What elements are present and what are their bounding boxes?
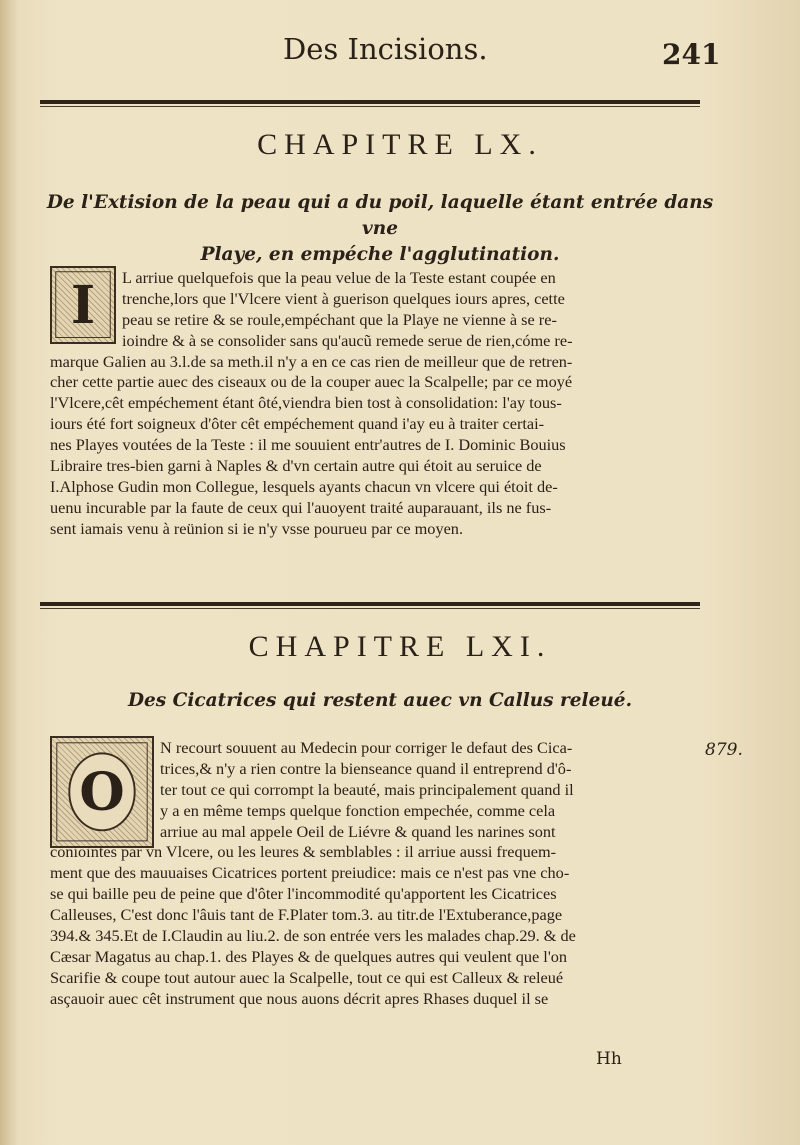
text-line: uenu incurable par la faute de ceux qui l'auoyent traité auparauant, ils ne fus- bbox=[50, 497, 552, 517]
header-rule bbox=[40, 98, 700, 108]
text-line: cher cette partie auec des ciseaux ou de la couper auec la Scalpelle; par ce moyé bbox=[50, 372, 573, 392]
subtitle-line: Playe, en empéche l'agglutination. bbox=[200, 244, 560, 265]
text-line: iours été fort soigneux d'ôter cêt empéchement quand i'ay eu à traiter certai- bbox=[50, 414, 545, 434]
margin-note: 879. bbox=[705, 740, 743, 760]
text-line: l'Vlcere,cêt empéchement étant ôté,viendra bien tost à consolidation: l'ay tous- bbox=[50, 393, 562, 413]
text-line: arriue au mal appele Oeil de Liévre & quand les narines sont bbox=[160, 821, 556, 841]
text-line: nes Playes voutées de la Teste : il me souuient entr'autres de I. Dominic Bouius bbox=[50, 435, 566, 455]
text-line: Cæsar Magatus au chap.1. des Playes & de quelques autres qui veulent que l'on bbox=[50, 946, 568, 966]
text-line: peau se retire & se roule,empéchant que la Playe ne vienne à se re- bbox=[122, 309, 557, 329]
drop-cap-letter: O bbox=[79, 761, 125, 823]
text-line: Libraire tres-bien garni à Naples & d'vn certain autre qui étoit au seruice de bbox=[50, 456, 542, 476]
page-number: 241 bbox=[662, 38, 721, 71]
text-line: I.Alphose Gudin mon Collegue, lesquels ayants chacun vn vlcere qui étoit de- bbox=[50, 476, 558, 496]
text-line: ioindre & à se consolider sans qu'aucũ remede serue de rien,cóme re- bbox=[122, 330, 573, 350]
chapter-60-title: CHAPITRE LX. bbox=[257, 128, 543, 161]
chapter-divider-rule bbox=[40, 600, 700, 610]
text-line: y a en même temps quelque fonction empechée, comme cela bbox=[160, 800, 556, 820]
drop-cap-letter: I bbox=[70, 274, 96, 336]
text-line: L arriue quelquefois que la peau velue de la Teste estant coupée en bbox=[122, 268, 556, 287]
text-line: marque Galien au 3.l.de sa meth.il n'y a en ce cas rien de meilleur que de retren- bbox=[50, 351, 573, 371]
text-line: asçauoir auec cêt instrument que nous auons décrit apres Rhases duquel il se bbox=[50, 988, 549, 1008]
chapter-61-body bbox=[50, 738, 698, 1010]
chapter-60-subtitle bbox=[40, 190, 720, 268]
running-title: Des Incisions. bbox=[283, 32, 488, 66]
chapter-60-body bbox=[50, 268, 698, 540]
text-line: Calleuses, C'est donc l'âuis tant de F.Plater tom.3. au titr.de l'Extuberance,page bbox=[50, 905, 563, 925]
text-line: 394.& 345.Et de I.Claudin au liu.2. de son entrée vers les malades chap.29. & de bbox=[50, 926, 576, 946]
subtitle-line: Des Cicatrices qui restent auec vn Callus releué. bbox=[127, 690, 633, 711]
text-line: ter tout ce qui corrompt la beauté, mais principalement quand il bbox=[160, 779, 574, 799]
subtitle-line: De l'Extision de la peau qui a du poil, laquelle étant entrée dans vne bbox=[46, 192, 714, 239]
text-line: coniointes par vn Vlcere, ou les leures & semblables : il arriue aussi frequem- bbox=[50, 842, 557, 862]
text-line: Scarifie & coupe tout autour auec la Scalpelle, tout ce qui est Calleux & releué bbox=[50, 967, 564, 987]
text-line: trices,& n'y a rien contre la bienseance quand il entreprend d'ô- bbox=[160, 758, 572, 778]
text-line: N recourt souuent au Medecin pour corriger le defaut des Cica- bbox=[160, 738, 573, 757]
chapter-61-title: CHAPITRE LXI. bbox=[248, 630, 552, 663]
running-head bbox=[0, 32, 800, 72]
text-line: se qui baille peu de peine que d'ôter l'incommodité qu'apportent les Cicatrices bbox=[50, 884, 557, 904]
signature-mark: Hh bbox=[596, 1049, 622, 1069]
text-line: sent iamais venu à reünion si ie n'y vsse pourueu par ce moyen. bbox=[50, 518, 464, 538]
text-line: trenche,lors que l'Vlcere vient à guerison quelques iours apres, cette bbox=[122, 288, 565, 308]
text-line: ment que des mauuaises Cicatrices portent preiudice: mais ce n'est pas vne cho- bbox=[50, 863, 570, 883]
chapter-61-subtitle bbox=[40, 688, 720, 714]
